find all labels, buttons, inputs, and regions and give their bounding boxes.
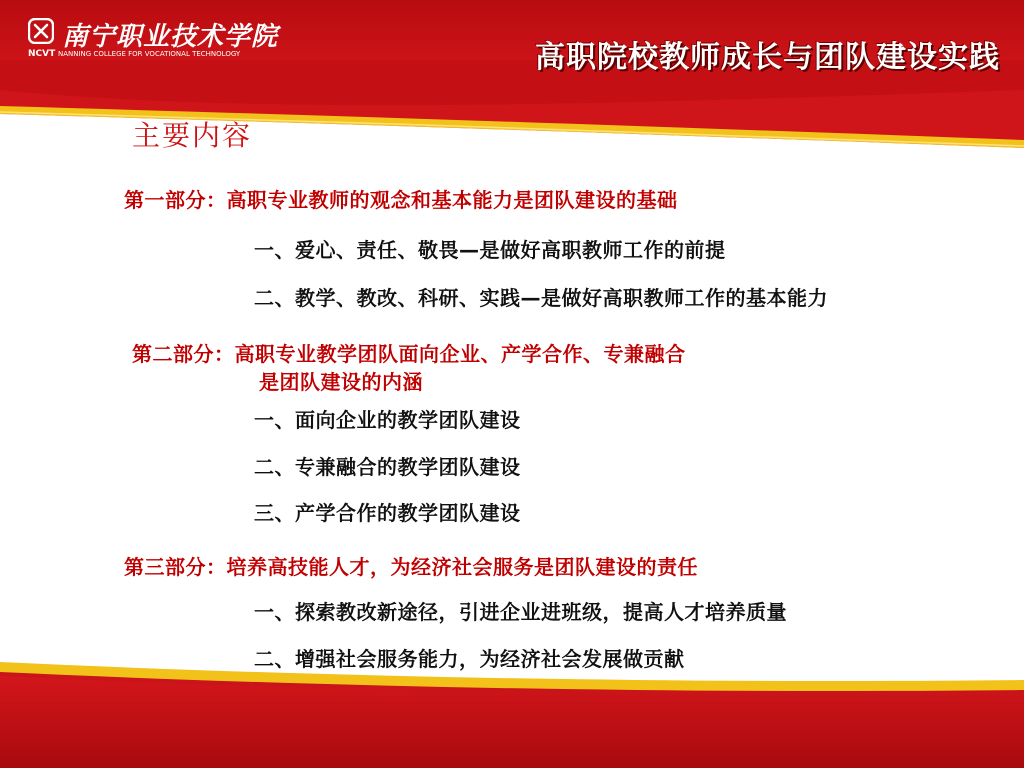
deck-title: 高职院校教师成长与团队建设实践 <box>535 40 1000 75</box>
part-1-label: 第一部分： <box>124 188 227 212</box>
footer-band <box>0 640 1024 768</box>
school-name-en: NANNING COLLEGE FOR VOCATIONAL TECHNOLOGY <box>58 50 241 58</box>
part-1-heading <box>124 184 678 213</box>
part-3-label: 第三部分： <box>124 555 227 579</box>
part-2-title-line2: 是团队建设的内涵 <box>259 370 423 394</box>
part-2-item-1: 一、面向企业的教学团队建设 <box>254 408 521 432</box>
part-3-heading <box>124 551 698 580</box>
school-emblem-icon <box>28 18 54 44</box>
part-2-label: 第二部分： <box>132 342 235 366</box>
school-abbr: NCVT <box>28 49 56 59</box>
school-name-cn: 南宁职业技术学院 <box>62 22 279 52</box>
part-2-title: 高职专业教学团队面向企业、产学合作、专兼融合 <box>234 342 686 366</box>
part-3-item-2: 二、增强社会服务能力，为经济社会发展做贡献 <box>254 647 685 671</box>
part-2-item-2: 二、专兼融合的教学团队建设 <box>254 455 521 479</box>
part-1-title: 高职专业教师的观念和基本能力是团队建设的基础 <box>226 188 678 212</box>
part-3-title: 培养高技能人才，为经济社会服务是团队建设的责任 <box>226 555 698 579</box>
school-logo <box>28 16 278 62</box>
part-1-item-1: 一、爱心、责任、敬畏—是做好高职教师工作的前提 <box>254 238 726 262</box>
part-2-item-3: 三、产学合作的教学团队建设 <box>254 501 521 525</box>
part-3-item-1: 一、探索教改新途径，引进企业进班级，提高人才培养质量 <box>254 600 787 624</box>
part-2-heading <box>132 338 686 367</box>
part-1-item-2: 二、教学、教改、科研、实践—是做好高职教师工作的基本能力 <box>254 286 828 310</box>
section-title: 主要内容 <box>132 119 253 152</box>
